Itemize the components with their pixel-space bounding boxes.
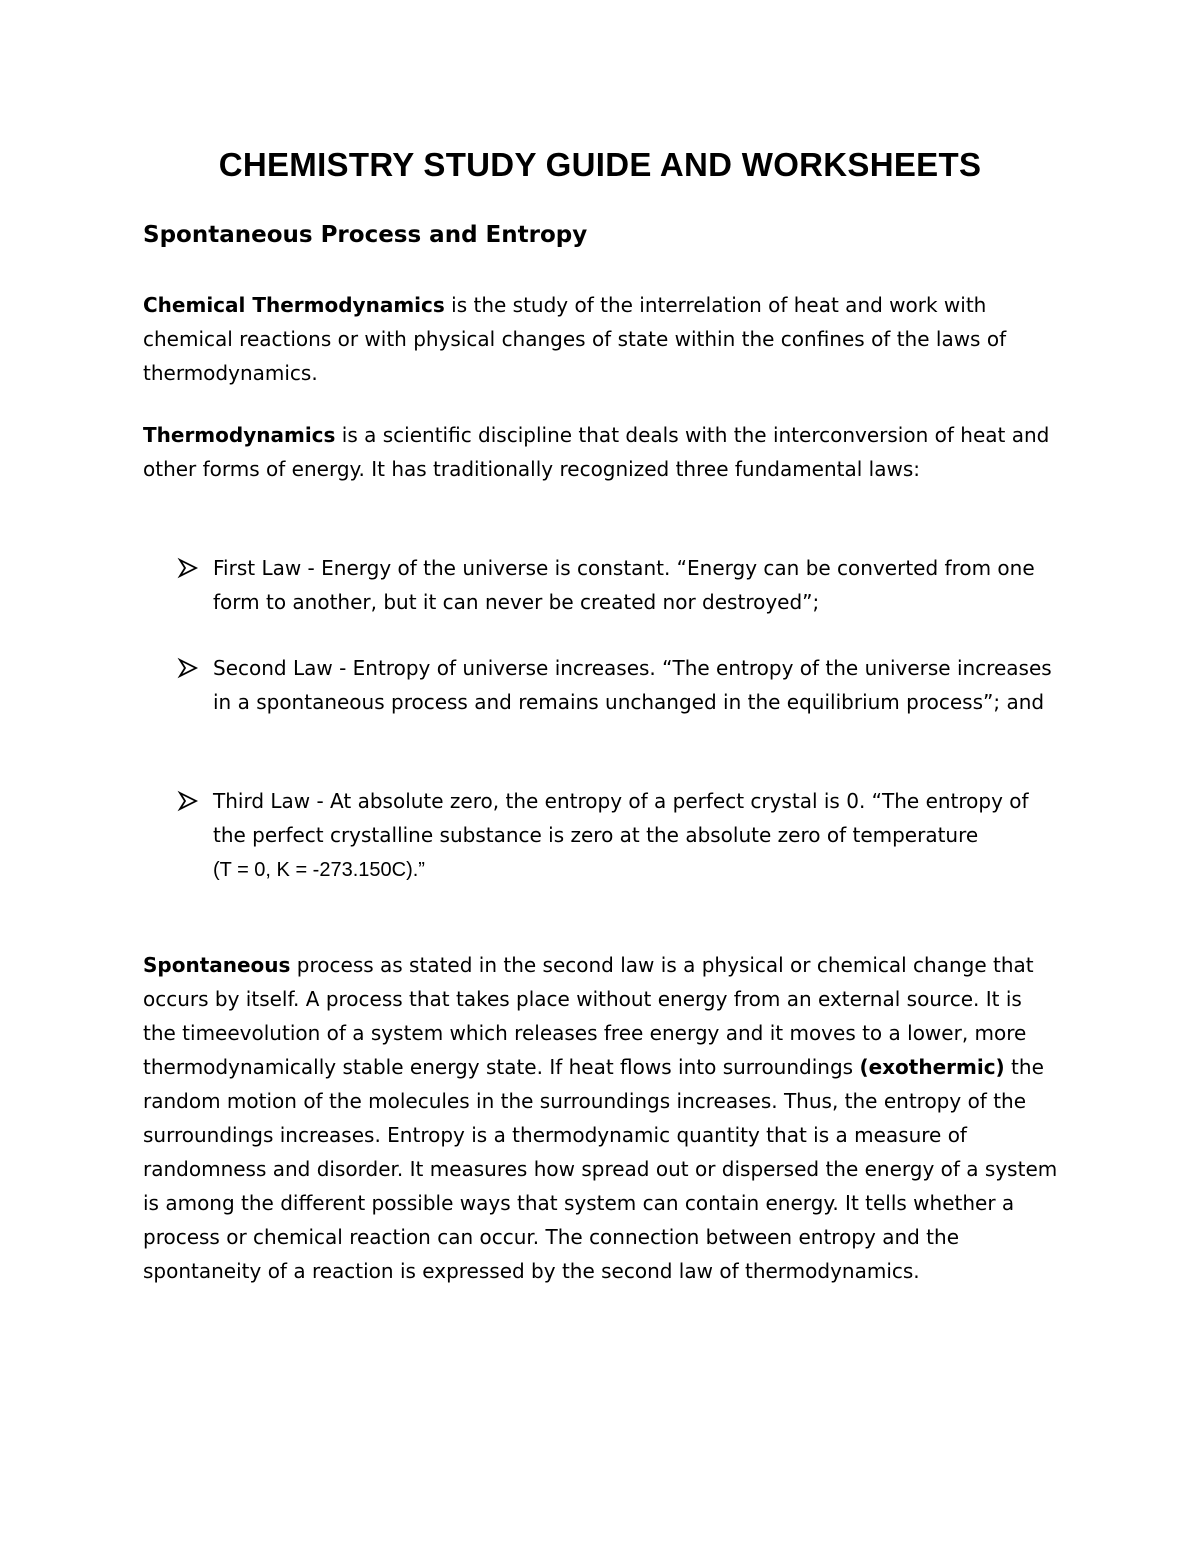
- arrowhead-bullet-icon: [176, 651, 200, 685]
- law-text: First Law - Energy of the universe is constant. “Energy can be converted from one form to another, but it can never be created nor destroyed”;: [213, 556, 1035, 614]
- list-item-second-law: [176, 651, 1056, 719]
- arrowhead-bullet-icon: [176, 551, 200, 585]
- paragraph-text: is a scientific discipline that deals with the interconversion of heat and other forms of energy. It has traditionally recognized three fundamental laws:: [143, 423, 1050, 481]
- term-spontaneous: Spontaneous: [143, 953, 291, 977]
- paragraph-spontaneous: [143, 948, 1058, 1288]
- document-title: CHEMISTRY STUDY GUIDE AND WORKSHEETS: [218, 146, 982, 183]
- paragraph-chemical-thermodynamics: [143, 288, 1058, 390]
- paragraph-text: process as stated in the second law is a physical or chemical change that occurs by itself. A process that takes place without energy from an external source. It is the timeevolution of a system which releases free energy and it moves to a lower, more thermodynamically stable energy state. If heat flows into surroundings: [143, 953, 1034, 1079]
- list-item-third-law: [176, 784, 1056, 887]
- term-thermodynamics: Thermodynamics: [143, 423, 336, 447]
- list-item-first-law: [176, 551, 1056, 619]
- law-text: [213, 784, 1056, 887]
- law-formula: (T = 0, K = -273.150C).”: [213, 859, 425, 881]
- arrowhead-bullet-icon: [176, 784, 200, 818]
- section-heading: Spontaneous Process and Entropy: [143, 222, 588, 248]
- term-chemical-thermodynamics: Chemical Thermodynamics: [143, 293, 445, 317]
- paragraph-thermodynamics: [143, 418, 1058, 486]
- paragraph-text: is the study of the interrelation of heat and work with chemical reactions or with physical changes of state within the confines of the laws of thermodynamics.: [143, 293, 1007, 385]
- term-exothermic: (exothermic): [859, 1055, 1005, 1079]
- law-text: Second Law - Entropy of universe increases. “The entropy of the universe increases in a spontaneous process and remains unchanged in the equilibrium process”; and: [213, 656, 1052, 714]
- law-statement: Third Law - At absolute zero, the entropy of a perfect crystal is 0. “The entropy of the perfect crystalline substance is zero at the absolute zero of temperature: [213, 789, 1029, 847]
- paragraph-text: the random motion of the molecules in the surroundings increases. Thus, the entropy of the surroundings increases. Entropy is a thermodynamic quantity that is a measure of randomness and disorder. It measures how spread out or dispersed the energy of a system is among the different possible ways that system can contain energy. It tells whether a process or chemical reaction can occur. The connection between entropy and the spontaneity of a reaction is expressed by the second law of thermodynamics.: [143, 1055, 1058, 1283]
